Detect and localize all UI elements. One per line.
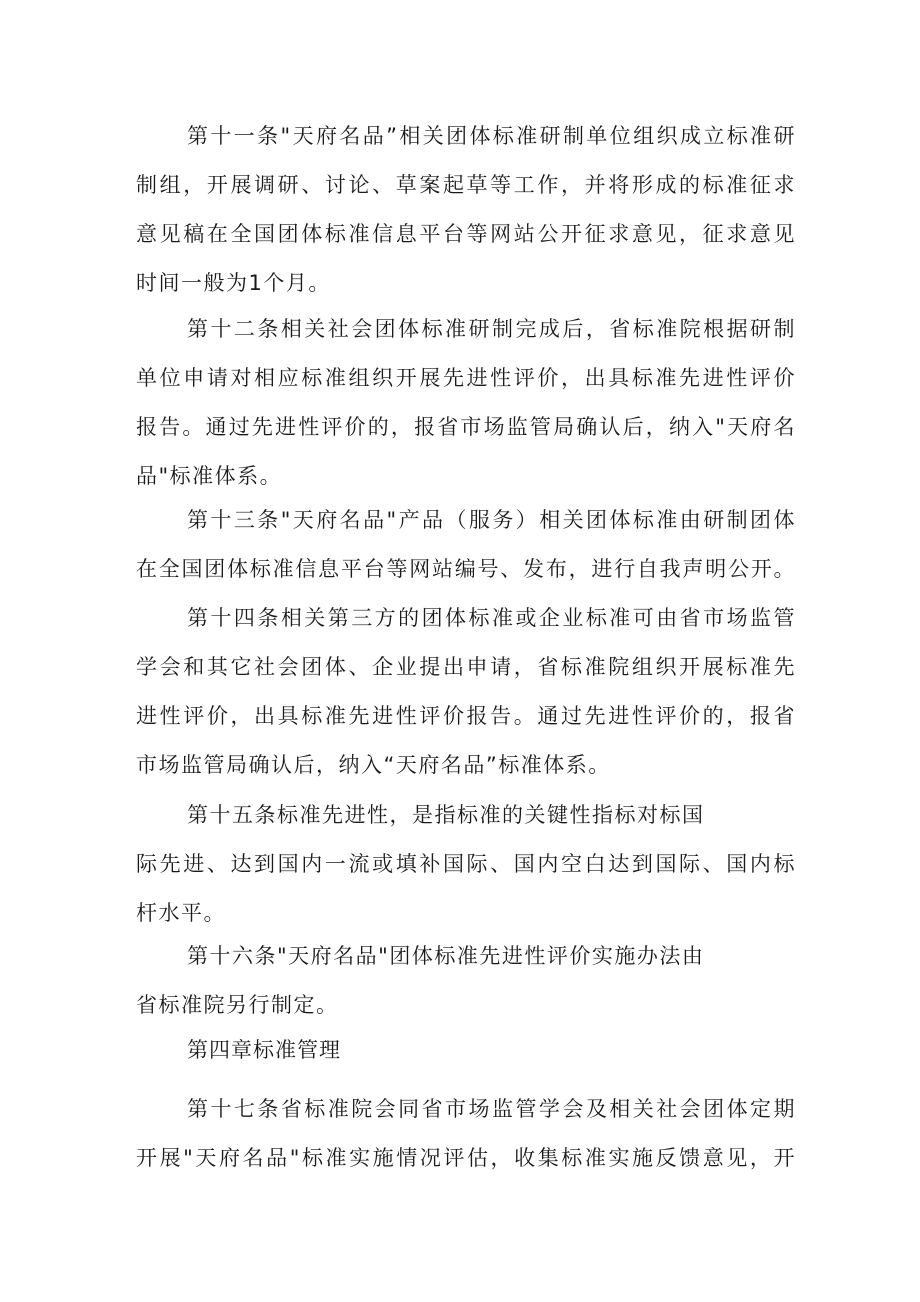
text-line: 第十四条相关第三方的团体标准或企业标准可由省市场监管 [187,606,796,630]
article-14-paragraph [136,594,796,790]
text-line: 品"标准体系。 [136,464,283,488]
text-line: 学会和其它社会团体、企业提出申请，省标准院组织开展标准先 [136,655,796,679]
text-line: 进性评价，出具标准先进性评价报告。通过先进性评价的，报省 [136,704,796,728]
text-line: 时间一般为1个月。 [136,271,331,295]
text-line: 第十二条相关社会团体标准研制完成后，省标准院根据研制 [187,317,796,341]
text-line: 第十七条省标准院会同省市场监管学会及相关社会团体定期 [187,1097,796,1121]
text-line: 制组，开展调研、讨论、草案起草等工作，并将形成的标准征求 [136,173,796,197]
text-line: 省标准院另行制定。 [136,993,339,1017]
text-line: 市场监管局确认后，纳入“天府名品”标准体系。 [136,753,611,777]
text-line: 第十一条"天府名品”相关团体标准研制单位组织成立标准研 [187,124,796,148]
article-15-paragraph [136,791,796,938]
text-line: 单位申请对相应标准组织开展先进性评价，出具标准先进性评价 [136,366,796,390]
text-line: 开展"天府名品"标准实施情况评估，收集标准实施反馈意见，开 [136,1146,796,1170]
text-line: 第十三条"天府名品"产品（服务）相关团体标准由研制团体 [187,508,796,532]
article-12-paragraph [136,305,796,501]
article-13-paragraph [136,496,796,594]
text-line: 报告。通过先进性评价的，报省市场监管局确认后，纳入"天府名 [136,415,796,439]
text-line: 第十五条标准先进性，是指标准的关键性指标对标国 [187,803,705,827]
article-17-paragraph [136,1085,796,1183]
article-11-paragraph [136,112,796,308]
text-line: 际先进、达到国内一流或填补国际、国内空白达到国际、国内标 [136,852,796,876]
text-line: 第十六条"天府名品"团体标准先进性评价实施办法由 [187,944,705,968]
text-line: 意见稿在全国团体标准信息平台等网站公开征求意见，征求意见 [136,222,796,246]
text-line: 杆水平。 [136,901,226,925]
text-line: 在全国团体标准信息平台等网站编号、发布，进行自我声明公开。 [136,557,796,581]
chapter-title: 第四章标准管理 [187,1038,341,1062]
chapter-heading [136,1026,796,1075]
article-16-paragraph [136,932,796,1030]
